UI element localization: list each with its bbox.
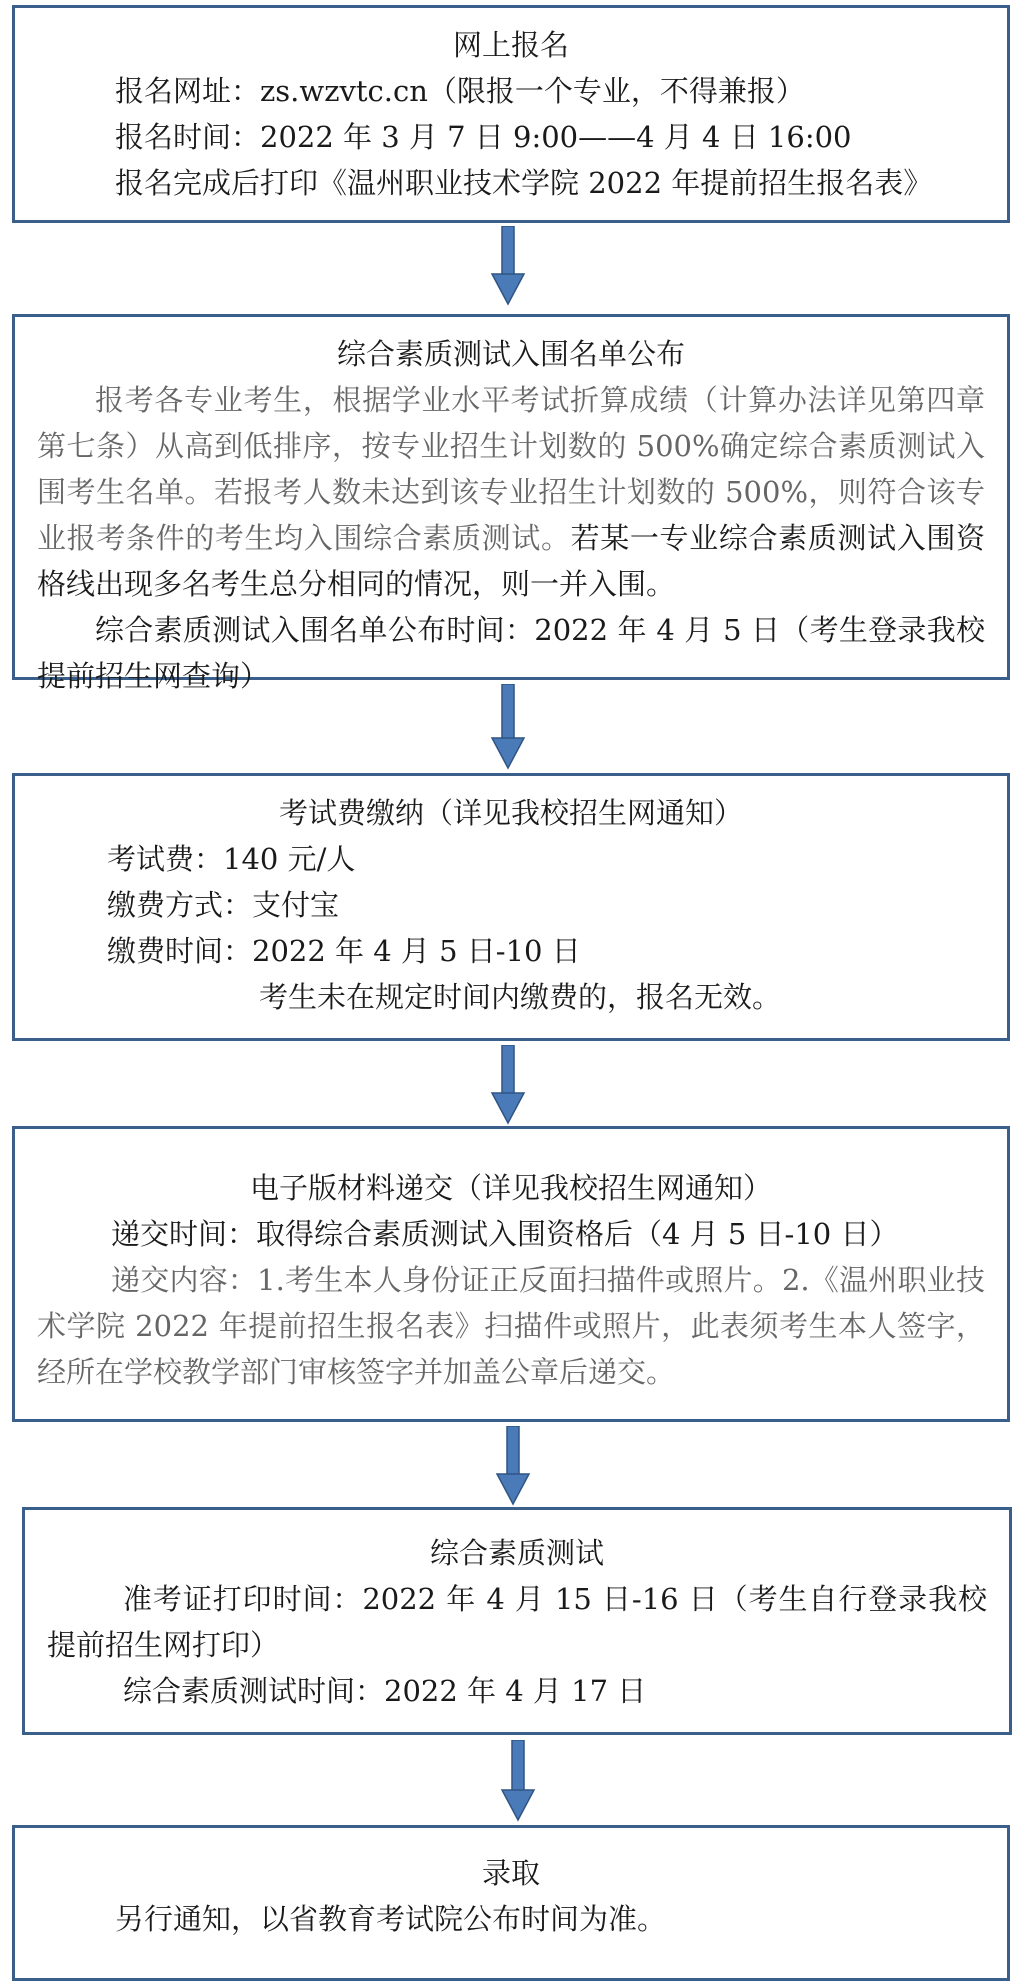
down-arrow-icon — [488, 684, 528, 770]
step-online-registration — [12, 5, 1010, 223]
step-title: 录取 — [481, 1856, 540, 1890]
registration-time: 报名时间：2022 年 3 月 7 日 9:00——4 月 4 日 16:00 — [115, 120, 852, 154]
step-admission — [12, 1825, 1010, 1981]
down-arrow-icon — [493, 1426, 533, 1506]
registration-url: 报名网址：zs.wzvtc.cn（限报一个专业，不得兼报） — [115, 74, 805, 108]
down-arrow-icon — [488, 1045, 528, 1125]
step-material-submission — [12, 1126, 1010, 1422]
shortlist-rules — [37, 377, 985, 607]
tie-rule-text: 若某一专业综合素质测试入围资格线出现多名考生总分相同的情况，则一并入围。 — [37, 521, 985, 601]
step-title: 电子版材料递交（详见我校招生网通知） — [249, 1171, 772, 1205]
payment-warning: 考生未在规定时间内缴费的，报名无效。 — [259, 980, 782, 1014]
down-arrow-icon — [488, 226, 528, 306]
payment-method: 缴费方式：支付宝 — [107, 888, 340, 922]
submission-time: 递交时间：取得综合素质测试入围资格后（4 月 5 日-10 日） — [111, 1217, 899, 1251]
step-title: 网上报名 — [452, 28, 569, 62]
admission-notice: 另行通知，以省教育考试院公布时间为准。 — [115, 1902, 667, 1936]
test-date: 综合素质测试时间：2022 年 4 月 17 日 — [123, 1674, 647, 1708]
down-arrow-icon — [498, 1740, 538, 1822]
shortlist-rules-text: 报考各专业考生，根据学业水平考试折算成绩（计算办法详见第四章第七条）从高到低排序，按专业招生计划数的 500%确定综合素质测试入围考生名单。若报考人数未达到该专业招生计划数的 500%，则符合该专业报考条件的考生均入围综合素质测试。 — [37, 383, 985, 555]
step-title: 综合素质测试入围名单公布 — [336, 337, 685, 371]
step-title: 综合素质测试 — [429, 1536, 604, 1570]
step-exam-fee — [12, 773, 1010, 1041]
submission-content: 递交内容：1.考生本人身份证正反面扫描件或照片。2.《温州职业技术学院 2022 年提前招生报名表》扫描件或照片，此表须考生本人签字，经所在学校教学部门审核签字并加盖公章后递交。 — [37, 1263, 985, 1389]
step-title: 考试费缴纳（详见我校招生网通知） — [278, 796, 743, 830]
step-comprehensive-test — [22, 1507, 1012, 1735]
step-shortlist-announcement — [12, 314, 1010, 693]
shortlist-publish-time: 综合素质测试入围名单公布时间：2022 年 4 月 5 日（考生登录我校提前招生网查询） — [37, 613, 985, 693]
fee-amount: 考试费：140 元/人 — [107, 842, 356, 876]
admission-ticket-print-time: 准考证打印时间：2022 年 4 月 15 日-16 日（考生自行登录我校提前招生网打印） — [47, 1582, 987, 1662]
print-form-note: 报名完成后打印《温州职业技术学院 2022 年提前招生报名表》 — [115, 166, 933, 200]
payment-time: 缴费时间：2022 年 4 月 5 日-10 日 — [107, 934, 581, 968]
